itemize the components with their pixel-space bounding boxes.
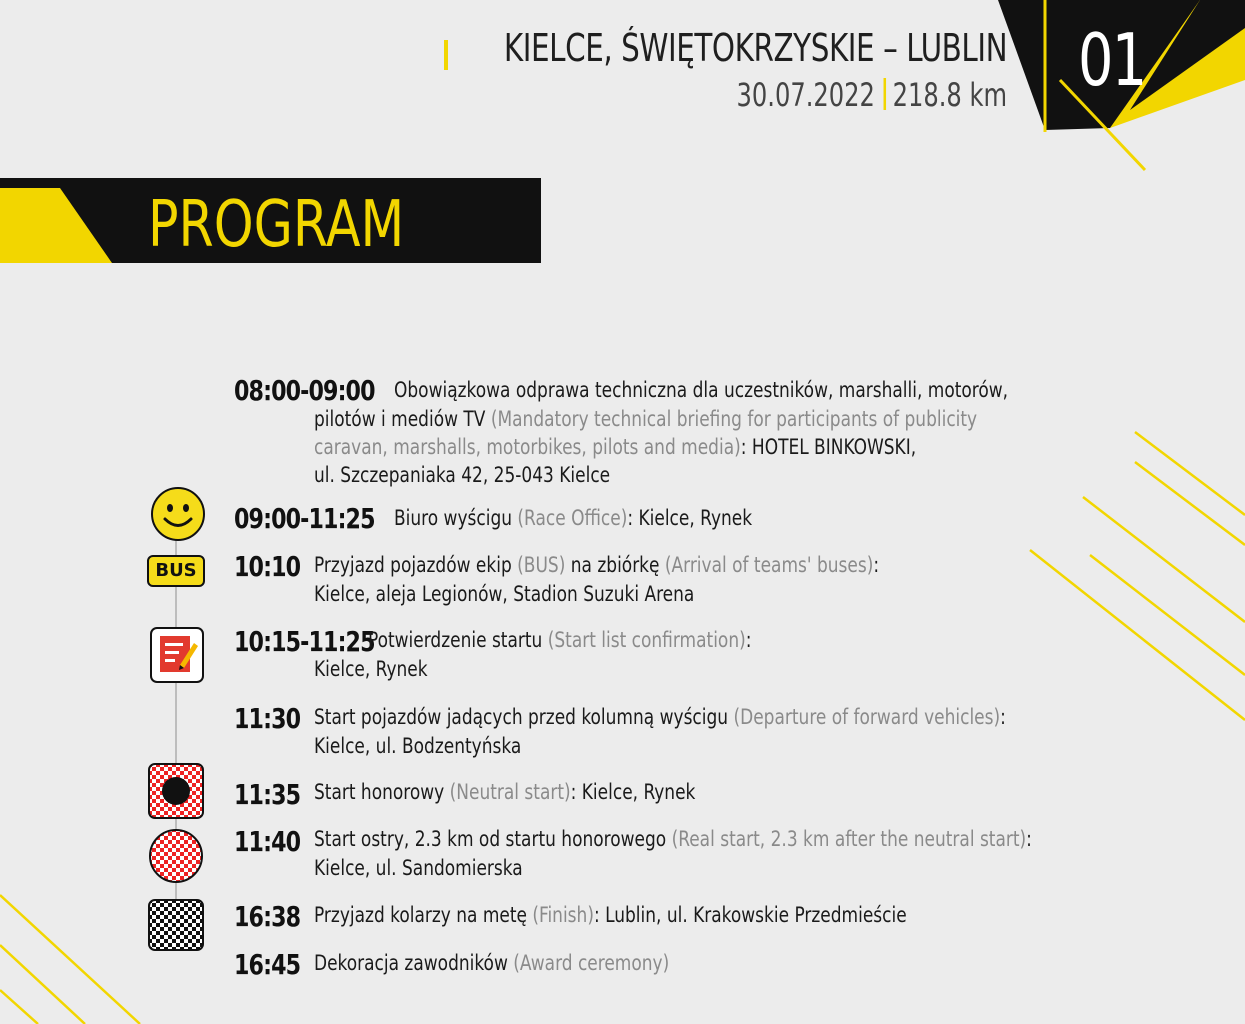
stage-number: 01: [1078, 18, 1146, 102]
schedule-desc: Obowiązkowa odprawa techniczna dla uczestników, marshalli, motorów,: [394, 378, 1009, 402]
schedule-desc: Start ostry, 2.3 km od startu honorowego (Real start, 2.3 km after the neutral start):: [314, 827, 1032, 851]
stage-date: 30.07.2022: [736, 76, 875, 114]
schedule-desc: Start honorowy (Neutral start): Kielce, Rynek: [314, 780, 696, 804]
schedule-time: 09:00-11:25: [234, 502, 375, 535]
neutral-start-icon: [148, 763, 204, 819]
schedule-desc: Przyjazd pojazdów ekip (BUS) na zbiórkę (Arrival of teams' buses):: [314, 553, 880, 577]
schedule-desc: Kielce, Rynek: [314, 657, 428, 681]
stage-subtitle: [736, 76, 1007, 114]
schedule-desc: caravan, marshalls, motorbikes, pilots and media): HOTEL BINKOWSKI,: [314, 435, 917, 459]
schedule-desc: Dekoracja zawodników (Award ceremony): [314, 951, 670, 975]
stage-title: KIELCE, ŚWIĘTOKRZYSKIE – LUBLIN: [503, 26, 1007, 70]
stage-distance: 218.8 km: [892, 76, 1007, 114]
schedule-time: 11:30: [234, 702, 301, 735]
subtitle-separator: [883, 78, 886, 110]
real-start-icon: [148, 828, 204, 884]
schedule-desc: Kielce, ul. Sandomierska: [314, 856, 523, 880]
schedule-desc: Kielce, aleja Legionów, Stadion Suzuki Arena: [314, 582, 695, 606]
document-edit-icon: [150, 627, 204, 683]
schedule-desc: Kielce, ul. Bodzentyńska: [314, 734, 522, 758]
schedule-time: 10:10: [234, 550, 301, 583]
schedule-time: 16:38: [234, 900, 301, 933]
schedule-time: 08:00-09:00: [234, 374, 375, 407]
smiley-icon: [150, 486, 206, 542]
schedule-desc: Przyjazd kolarzy na metę (Finish): Lublin, ul. Krakowskie Przedmieście: [314, 903, 907, 927]
schedule-desc: Start pojazdów jadących przed kolumną wyścigu (Departure of forward vehicles):: [314, 705, 1006, 729]
section-title: PROGRAM: [148, 188, 405, 262]
bus-icon: [147, 555, 205, 587]
bus-icon-label: BUS: [155, 560, 197, 581]
finish-flag-icon: [148, 899, 204, 951]
schedule-desc: Potwierdzenie startu (Start list confirmation):: [368, 628, 752, 652]
schedule-desc: pilotów i mediów TV (Mandatory technical briefing for participants of publicity: [314, 407, 978, 431]
schedule-time: 10:15-11:25: [234, 625, 375, 658]
schedule-time: 11:40: [234, 825, 301, 858]
schedule-desc: Biuro wyścigu (Race Office): Kielce, Rynek: [394, 506, 753, 530]
schedule-time: 11:35: [234, 778, 301, 811]
title-accent-bar: [444, 40, 448, 70]
schedule-time: 16:45: [234, 948, 301, 981]
schedule-desc: ul. Szczepaniaka 42, 25-043 Kielce: [314, 463, 611, 487]
